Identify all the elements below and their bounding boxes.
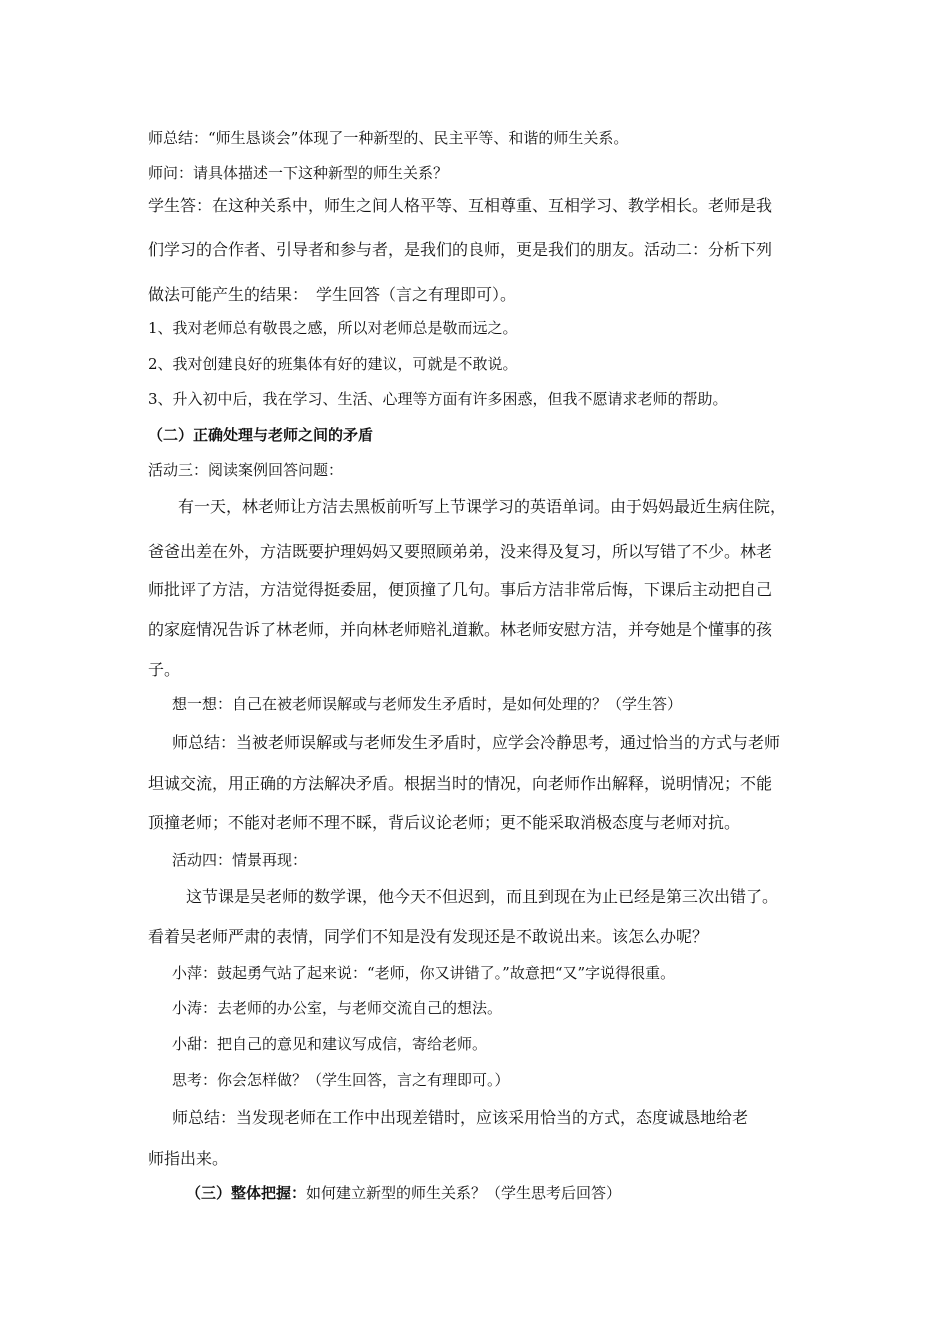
summary-line: 师总结：当被老师误解或与老师发生矛盾时，应学会冷静思考，通过恰当的方式与老师 (172, 733, 781, 752)
summary-line: 师指出来。 (148, 1149, 229, 1168)
answer-line: 们学习的合作者、引导者和参与者，是我们的良师，更是我们的朋友。活动二：分析下列 (148, 240, 773, 259)
list-item: 2、我对创建良好的班集体有好的建议，可就是不敢说。 (148, 355, 518, 373)
list-item: 3、升入初中后，我在学习、生活、心理等方面有许多困惑，但我不愿请求老师的帮助。 (148, 390, 728, 408)
scenario-line: 看着吴老师严肃的表情，同学们不知是没有发现还是不敢说出来。该怎么办呢？ (148, 927, 709, 946)
option-line: 小萍：鼓起勇气站了起来说：“老师，你又讲错了。”故意把“又”字说得很重。 (172, 964, 676, 982)
summary-line: 顶撞老师；不能对老师不理不睬，背后议论老师；更不能采取消极态度与老师对抗。 (148, 813, 741, 832)
reflection-line: 思考：你会怎样做？（学生回答，言之有理即可。） (172, 1071, 510, 1089)
final-section (186, 1186, 621, 1201)
activity-title: 活动四：情景再现： (172, 851, 308, 869)
summary-line: 师总结：当发现老师在工作中出现差错时，应该采用恰当的方式，态度诚恳地给老 (172, 1108, 749, 1127)
question-line: 师问：请具体描述一下这种新型的师生关系？ (148, 164, 449, 182)
activity-title: 活动三：阅读案例回答问题： (148, 461, 344, 479)
final-section-text: 如何建立新型的师生关系？（学生思考后回答） (306, 1184, 622, 1202)
final-section-heading: （三）整体把握： (186, 1184, 307, 1202)
summary-line: 坦诚交流，用正确的方法解决矛盾。根据当时的情况，向老师作出解释，说明情况；不能 (148, 774, 773, 793)
section-heading: （二）正确处理与老师之间的矛盾 (148, 426, 374, 444)
scenario-line: 这节课是吴老师的数学课，他今天不但迟到，而且到现在为止已经是第三次出错了。 (186, 887, 779, 906)
case-paragraph-line: 师批评了方洁，方洁觉得挺委屈，便顶撞了几句。事后方洁非常后悔，下课后主动把自己 (148, 580, 773, 599)
option-line: 小甜：把自己的意见和建议写成信，寄给老师。 (172, 1035, 488, 1053)
answer-line: 学生答：在这种关系中，师生之间人格平等、互相尊重、互相学习、教学相长。老师是我 (148, 196, 773, 215)
summary-line: 师总结：“师生恳谈会”体现了一种新型的、民主平等、和谐的师生关系。 (148, 129, 629, 147)
case-paragraph-line: 子。 (148, 660, 181, 679)
option-line: 小涛：去老师的办公室，与老师交流自己的想法。 (172, 999, 503, 1017)
think-line: 想一想：自己在被老师误解或与老师发生矛盾时，是如何处理的？（学生答） (172, 695, 683, 713)
case-paragraph-line: 的家庭情况告诉了林老师，并向林老师赔礼道歉。林老师安慰方洁，并夸她是个懂事的孩 (148, 620, 773, 639)
answer-line: 做法可能产生的结果： 学生回答（言之有理即可）。 (148, 285, 517, 304)
list-item: 1、我对老师总有敬畏之感，所以对老师总是敬而远之。 (148, 319, 518, 337)
case-paragraph-line: 爸爸出差在外，方洁既要护理妈妈又要照顾弟弟，没来得及复习，所以写错了不少。林老 (148, 542, 773, 561)
case-paragraph-line: 有一天，林老师让方洁去黑板前听写上节课学习的英语单词。由于妈妈最近生病住院， (178, 497, 787, 516)
